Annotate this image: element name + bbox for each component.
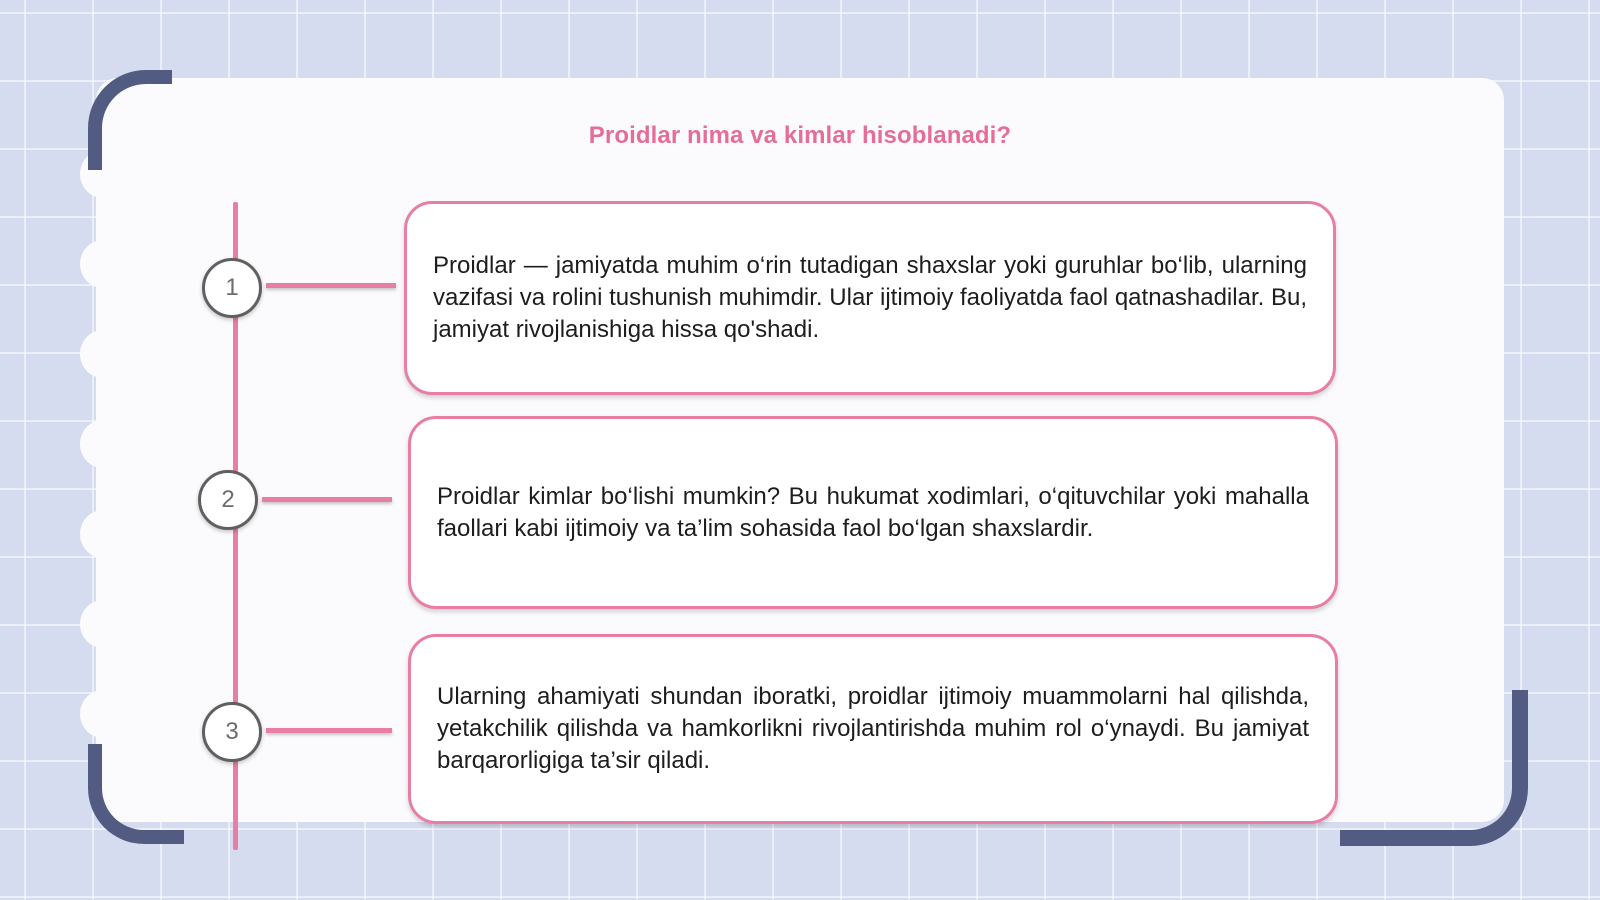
timeline-marker-1: 1 (202, 258, 262, 318)
frame-corner-bottom-left (88, 744, 184, 844)
slide-title: Proidlar nima va kimlar hisoblanadi? (588, 122, 1012, 149)
binder-scallop (80, 690, 126, 738)
binder-scallop (80, 240, 126, 288)
timeline-card-2 (408, 416, 1338, 609)
card-text-2: Proidlar kimlar bo‘lishi mumkin? Bu hukumat xodimlari, o‘qituvchilar yoki mahalla faollari kabi ijtimoiy va ta’lim sohasida faol bo‘lgan shaxslardir. (437, 482, 1309, 542)
timeline-connector-3 (266, 728, 392, 733)
timeline-connector-2 (262, 497, 392, 502)
timeline-marker-2: 2 (198, 470, 258, 530)
binder-scallop (80, 510, 126, 558)
timeline-marker-3: 3 (202, 702, 262, 762)
binder-scallop (80, 420, 126, 468)
card-text-1: Proidlar — jamiyatda muhim o‘rin tutadigan shaxslar yoki guruhlar bo‘lib, ularning vazifasi va rolini tushunish muhimdir. Ular ijtimoiy faoliyatda faol qatnashadilar. Bu, jamiyat rivojlanishiga hissa qo'shadi. (433, 252, 1307, 343)
binder-scallop (80, 330, 126, 378)
timeline-connector-1 (266, 283, 396, 288)
timeline-card-1 (404, 201, 1336, 395)
card-text-3: Ularning ahamiyati shundan iboratki, proidlar ijtimoiy muammolarni hal qilishda, yetakchilik qilishda va hamkorlikni rivojlantirishda muhim rol o‘ynaydi. Bu jamiyat barqarorligiga ta’sir qiladi. (437, 683, 1309, 774)
binder-scallop (80, 600, 126, 648)
frame-corner-bottom-right (1340, 690, 1528, 846)
timeline-card-3 (408, 634, 1338, 824)
